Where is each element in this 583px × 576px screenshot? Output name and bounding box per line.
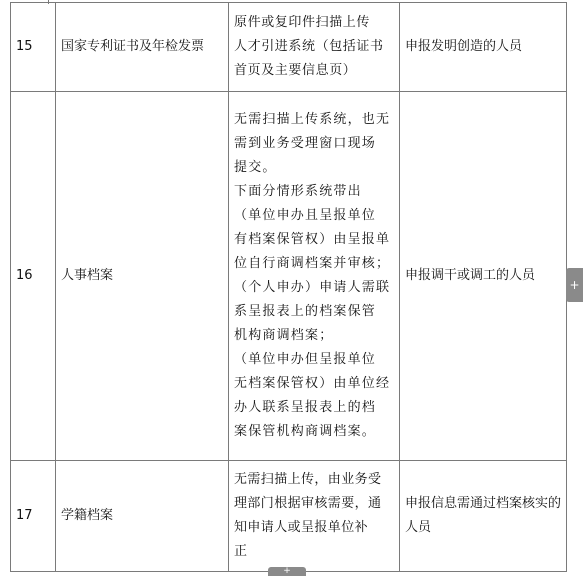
material-name: 学籍档案: [56, 461, 229, 572]
submission-requirement: [229, 461, 400, 572]
requirement-line: 正: [234, 544, 248, 559]
requirement-line: 位自行商调档案并审核；: [234, 256, 391, 271]
applicable-scope: 申报发明创造的人员: [400, 3, 567, 92]
materials-table: [10, 2, 567, 572]
requirement-lines: [234, 11, 394, 83]
requirement-line: 理部门根据审核需要，通: [234, 496, 382, 511]
requirement-line: 无需扫描上传，由业务受: [234, 472, 382, 487]
requirement-line: 人才引进系统（包括证书: [234, 39, 384, 54]
plus-icon: +: [569, 278, 580, 292]
requirement-line: （单位申办但呈报单位: [234, 352, 377, 367]
requirement-line: （个人申办）申请人需联: [234, 280, 391, 295]
requirement-line: 提交。: [234, 160, 277, 175]
material-name: 人事档案: [56, 92, 229, 461]
table-row: [11, 461, 567, 572]
requirement-line: 无档案保管权）由单位经: [234, 376, 391, 391]
requirement-line: 机构商调档案；: [234, 328, 334, 343]
table-row: [11, 92, 567, 461]
requirement-line: 知申请人或呈报单位补: [234, 520, 369, 535]
plus-icon: +: [283, 566, 291, 576]
applicable-scope: 申报调干或调工的人员: [400, 92, 567, 461]
requirement-line: 系呈报表上的档案保管: [234, 304, 377, 319]
submission-requirement: [229, 3, 400, 92]
submission-requirement: [229, 92, 400, 461]
requirement-line: 首页及主要信息页）: [234, 63, 357, 78]
requirement-line: 无需扫描上传系统，也无: [234, 112, 391, 127]
add-row-button[interactable]: [268, 567, 306, 576]
requirement-lines: [234, 468, 394, 564]
requirement-line: 有档案保管权）由呈报单: [234, 232, 391, 247]
material-name: 国家专利证书及年检发票: [56, 3, 229, 92]
add-column-button[interactable]: [566, 268, 583, 302]
requirement-line: 需到业务受理窗口现场: [234, 136, 377, 151]
requirement-line: 原件或复印件扫描上传: [234, 15, 371, 30]
requirement-line: 案保管机构商调档案。: [234, 424, 377, 439]
row-number: 16: [11, 92, 56, 461]
applicable-scope: 申报信息需通过档案核实的人员: [400, 461, 567, 572]
requirement-line: 下面分情形系统带出: [234, 184, 362, 199]
table-row: [11, 3, 567, 92]
row-number: 15: [11, 3, 56, 92]
requirement-line: 办人联系呈报表上的档: [234, 400, 377, 415]
requirement-line: （单位申办且呈报单位: [234, 208, 377, 223]
requirement-lines: [234, 108, 394, 444]
row-number: 17: [11, 461, 56, 572]
